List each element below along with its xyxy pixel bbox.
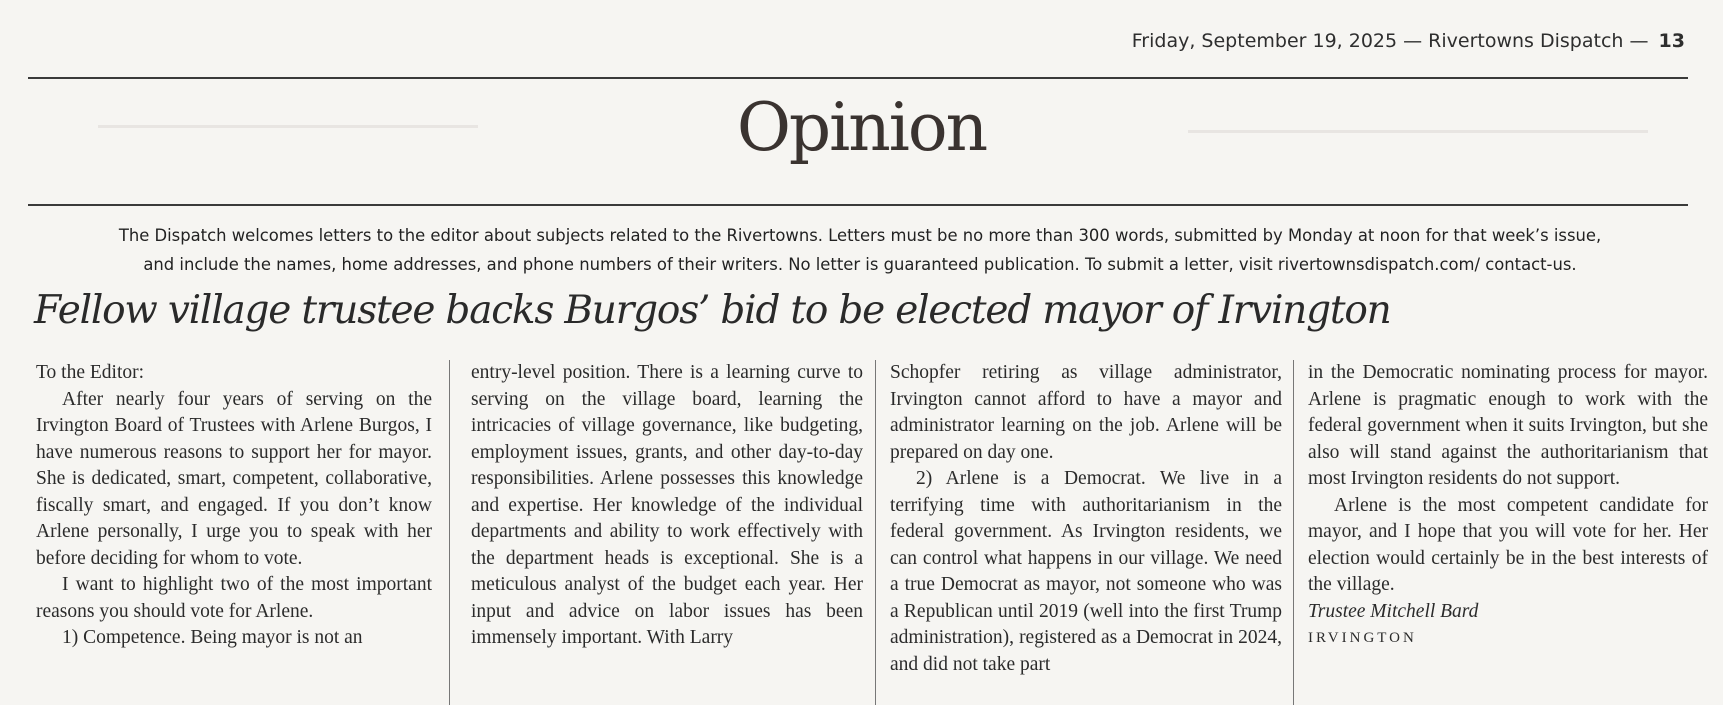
- article-column-4: [1308, 360, 1708, 705]
- salutation: To the Editor:: [36, 362, 145, 383]
- paragraph: in the Democratic nominating process for mayor. Arlene is pragmatic enough to work with the federal government when it suits Irvington, but she also will stand against the authoritarianism that most Irvington residents do not support.: [1308, 362, 1708, 489]
- signature: Trustee Mitchell Bard: [1308, 600, 1479, 622]
- article-column-3: [890, 360, 1282, 705]
- article-headline: Fellow village trustee backs Burgos’ bid to be elected mayor of Irvington: [34, 288, 1391, 333]
- page-number: 13: [1658, 30, 1685, 52]
- column-divider: [1293, 360, 1294, 705]
- section-title: Opinion: [736, 89, 987, 166]
- paragraph: entry-level position. There is a learning curve to serving on the village board, learning the intricacies of village governance, like budgeting, employment issues, grants, and other day-to-day responsibilities. Arlene possesses this knowledge and expertise. Her knowledge of the individual departments and ability to work effectively with the department heads is exceptional. She is a meticulous analyst of the budget each year. Her input and advice on labor issues has been immensely important. With Larry: [471, 362, 863, 648]
- page-header: [1132, 30, 1685, 52]
- column-divider: [449, 360, 450, 705]
- paragraph: Arlene is the most competent candidate for mayor, and I hope that you will vote for her. Her election would certainly be in the best interests of the village.: [1308, 494, 1708, 595]
- letters-notice: [60, 221, 1660, 279]
- column-divider: [875, 360, 876, 705]
- signature-location: IRVINGTON: [1308, 630, 1417, 646]
- paragraph: Schopfer retiring as village administrator, Irvington cannot afford to have a mayor and administrator learning on the job. Arlene will be prepared on day one.: [890, 362, 1282, 463]
- article-column-1: [36, 360, 432, 705]
- dateline: Friday, September 19, 2025 — Rivertowns Dispatch —: [1131, 30, 1649, 52]
- paragraph: I want to highlight two of the most important reasons you should vote for Arlene.: [36, 574, 432, 622]
- top-rule: [28, 77, 1688, 79]
- paragraph: After nearly four years of serving on the Irvington Board of Trustees with Arlene Burgos, I have numerous reasons to support her for mayor. She is dedicated, smart, competent, collaborative, fiscally smart, and engaged. If you don’t know Arlene personally, I urge you to speak with her before deciding for whom to vote.: [36, 388, 432, 569]
- notice-line-2: and include the names, home addresses, and phone numbers of their writers. No letter is guaranteed publication. To submit a letter, visit rivertownsdispatch.com/ contact-us.: [143, 255, 1577, 274]
- notice-line-1: The Dispatch welcomes letters to the editor about subjects related to the Rivertowns. Letters must be no more than 300 words, submitted by Monday at noon for that week’s issue,: [118, 226, 1602, 245]
- paragraph: 2) Arlene is a Democrat. We live in a terrifying time with authoritarianism in the federal government. As Irvington residents, we can control what happens in our village. We need a true Democrat as mayor, not someone who was a Republican until 2019 (well into the first Trump administration), registered as a Democrat in 2024, and did not take part: [890, 468, 1282, 675]
- article-column-2: [471, 360, 863, 705]
- paragraph: 1) Competence. Being mayor is not an: [62, 627, 363, 648]
- section-rule: [28, 204, 1688, 206]
